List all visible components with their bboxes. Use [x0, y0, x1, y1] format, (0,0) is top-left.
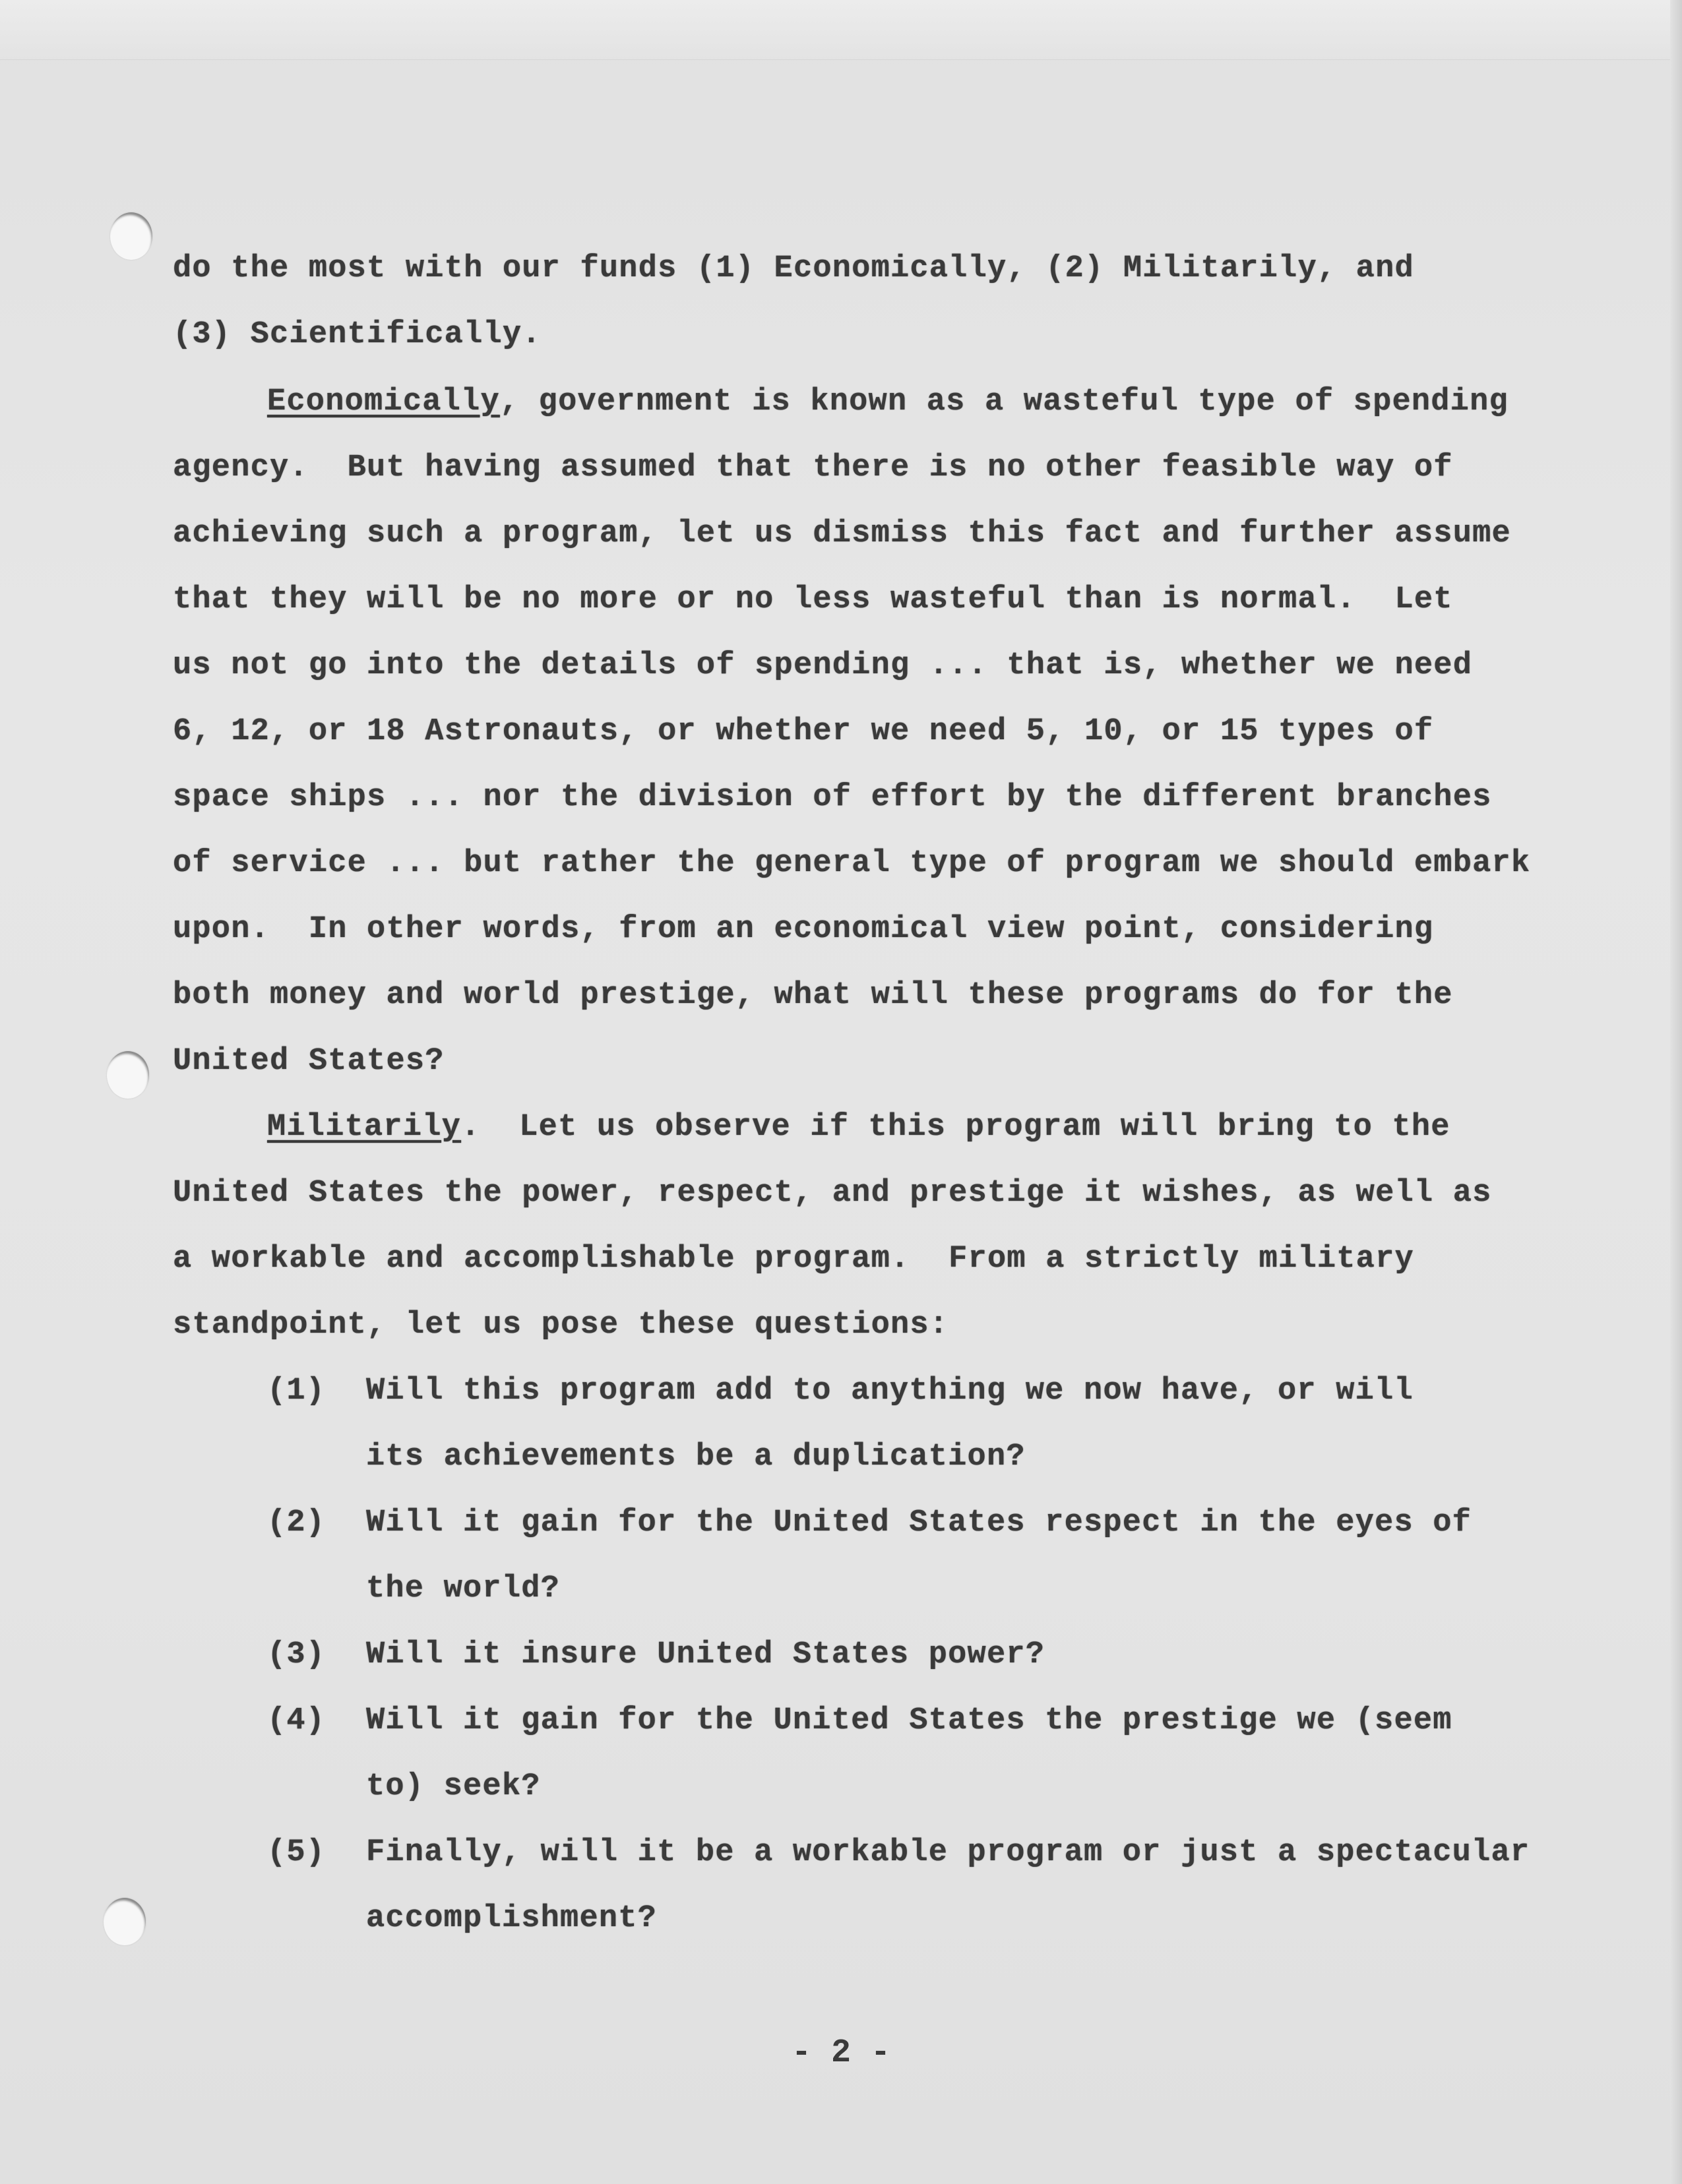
question-text: to) seek? — [366, 1769, 541, 1804]
punch-hole-middle — [107, 1051, 149, 1099]
paragraph-line: a workable and accomplishable program. From a strictly military — [173, 1242, 1414, 1277]
paragraph-line: that they will be no more or no less wasteful than is normal. Let — [173, 582, 1453, 617]
question-text: Will it insure United States power? — [366, 1637, 1045, 1672]
paragraph-line: of service ... but rather the general type of program we should embark — [173, 846, 1531, 881]
page-top-edge — [0, 0, 1682, 60]
paragraph-text: . Let us observe if this program will bring to the — [461, 1110, 1450, 1145]
question-text: accomplishment? — [366, 1901, 658, 1936]
question-text: Finally, will it be a workable program or just a spectacular — [366, 1835, 1530, 1870]
militarily-first-line — [267, 1108, 1450, 1147]
paragraph-text: , government is known as a wasteful type of spending — [499, 384, 1509, 419]
paragraph-line: United States? — [173, 1044, 445, 1079]
economically-first-line — [267, 382, 1509, 422]
question-text: the world? — [366, 1571, 561, 1606]
intro-line: do the most with our funds (1) Economically, (2) Militarily, and — [173, 251, 1414, 286]
paragraph-line: agency. But having assumed that there is no other feasible way of — [173, 450, 1453, 485]
paragraph-line: us not go into the details of spending ... that is, whether we need — [173, 648, 1473, 683]
punch-hole-bottom — [104, 1898, 146, 1945]
question-text: Will it gain for the United States the prestige we (seem — [366, 1703, 1452, 1738]
question-text: Will this program add to anything we now have, or will — [366, 1374, 1414, 1409]
question-text: Will it gain for the United States respect in the eyes of — [366, 1505, 1472, 1540]
paragraph-line: achieving such a program, let us dismiss this fact and further assume — [173, 516, 1511, 551]
page-number: - 2 - — [791, 2034, 891, 2072]
question-number: (3) — [267, 1637, 326, 1672]
question-number: (1) — [267, 1374, 326, 1409]
economically-heading: Economically — [267, 384, 500, 419]
militarily-heading: Militarily — [267, 1110, 462, 1145]
question-text: its achievements be a duplication? — [366, 1440, 1026, 1474]
page-right-edge — [1670, 0, 1682, 2184]
intro-line: (3) Scientifically. — [173, 317, 542, 352]
question-number: (4) — [267, 1703, 326, 1738]
paragraph-line: space ships ... nor the division of effort by the different branches — [173, 780, 1492, 815]
paragraph-line: both money and world prestige, what will these programs do for the — [173, 978, 1453, 1013]
paragraph-line: United States the power, respect, and prestige it wishes, as well as — [173, 1176, 1492, 1211]
punch-hole-top — [110, 212, 152, 260]
paragraph-line: standpoint, let us pose these questions: — [173, 1308, 949, 1343]
paragraph-line: 6, 12, or 18 Astronauts, or whether we need 5, 10, or 15 types of — [173, 714, 1434, 749]
question-number: (2) — [267, 1505, 326, 1540]
paragraph-line: upon. In other words, from an economical view point, considering — [173, 912, 1434, 947]
question-number: (5) — [267, 1835, 326, 1870]
